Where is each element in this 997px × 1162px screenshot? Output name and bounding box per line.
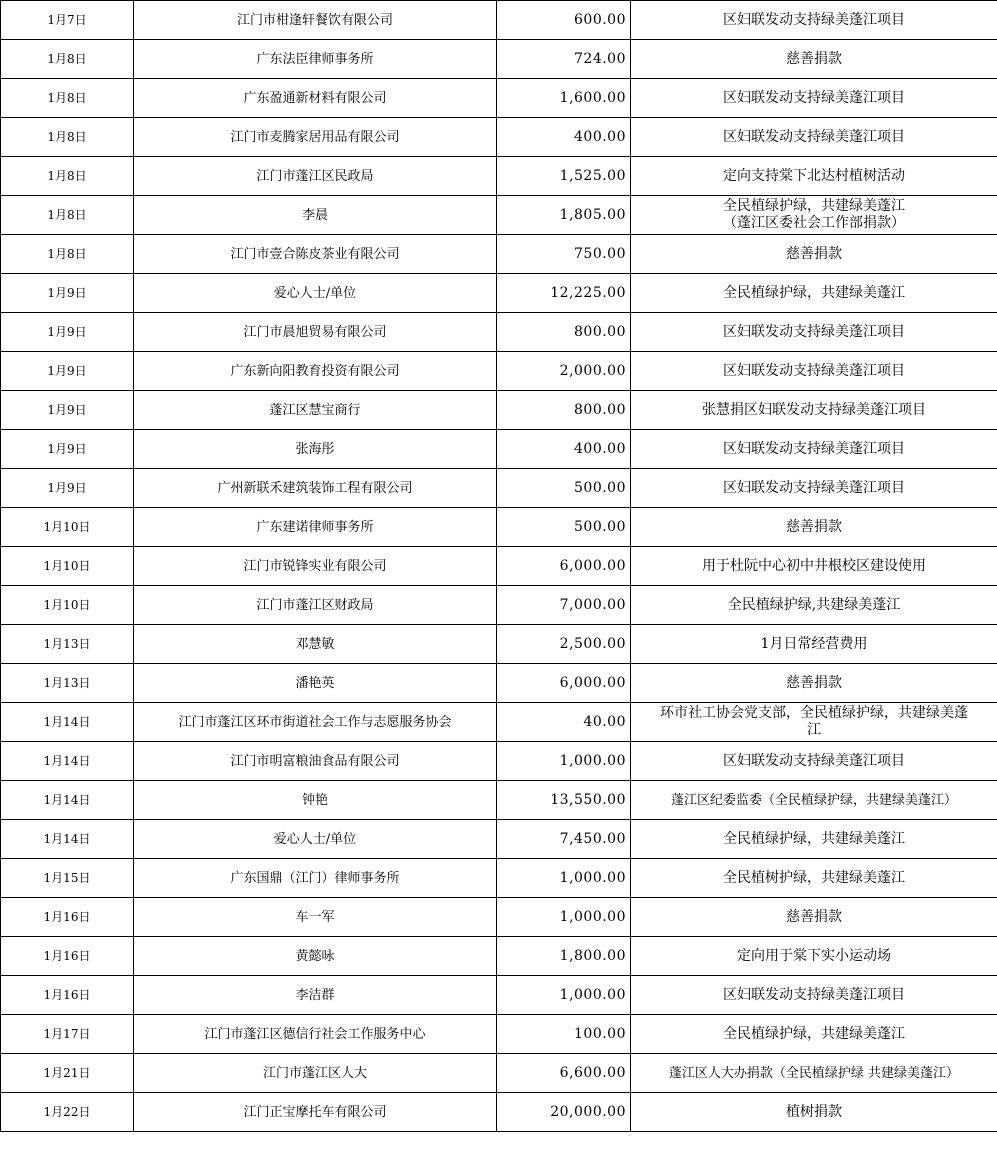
donation-amount-text: 20,000.00	[550, 1103, 626, 1120]
donation-date-text: 1月8日	[47, 207, 87, 222]
table-row	[1, 1015, 997, 1054]
donation-date	[1, 820, 134, 859]
donation-date-text: 1月9日	[47, 402, 87, 417]
donation-date-text: 1月8日	[47, 246, 87, 261]
donation-amount-text: 1,000.00	[559, 986, 626, 1003]
table-row	[1, 430, 997, 469]
donation-amount-text: 2,500.00	[559, 635, 626, 652]
donation-amount	[497, 547, 631, 586]
donation-amount	[497, 586, 631, 625]
donation-date	[1, 196, 134, 235]
donor-name-text: 车一军	[295, 909, 335, 925]
donor-name	[134, 859, 497, 898]
donor-name	[134, 118, 497, 157]
donation-date	[1, 1054, 134, 1093]
table-row	[1, 625, 997, 664]
donation-amount-text: 13,550.00	[550, 791, 626, 808]
donor-name	[134, 1054, 497, 1093]
donation-amount	[497, 1054, 631, 1093]
donation-amount	[497, 859, 631, 898]
table-row	[1, 235, 997, 274]
table-row	[1, 313, 997, 352]
donation-purpose-text: 全民植绿护绿,共建绿美蓬江	[727, 596, 901, 613]
donation-amount-text: 500.00	[574, 518, 626, 535]
donation-amount	[497, 391, 631, 430]
donation-date-text: 1月10日	[43, 597, 91, 612]
donation-amount	[497, 742, 631, 781]
donor-name-text: 江门市晨旭贸易有限公司	[243, 324, 387, 340]
donor-name-text: 江门市蓬江区人大	[262, 1065, 367, 1081]
donation-date-text: 1月13日	[43, 636, 91, 651]
donation-amount	[497, 703, 631, 742]
donor-name	[134, 1093, 497, 1132]
donor-name	[134, 586, 497, 625]
donation-amount-text: 724.00	[574, 50, 626, 67]
donation-amount-text: 800.00	[574, 323, 626, 340]
table-row	[1, 781, 997, 820]
donation-date	[1, 508, 134, 547]
donor-name	[134, 976, 497, 1015]
donation-purpose	[631, 703, 997, 742]
donation-purpose	[631, 859, 997, 898]
donation-date-text: 1月8日	[47, 168, 87, 183]
donor-name-text: 江门市锐锋实业有限公司	[243, 558, 387, 574]
donation-amount-text: 400.00	[574, 128, 626, 145]
donation-purpose	[631, 508, 997, 547]
donor-name-text: 爱心人士/单位	[273, 285, 357, 301]
donor-name-text: 广东法臣律师事务所	[256, 51, 374, 67]
donation-amount-text: 750.00	[574, 245, 626, 262]
donation-purpose-text: 蓬江区人大办捐款（全民植绿护绿 共建绿美蓬江）	[668, 1065, 960, 1081]
donation-purpose-text: 全民植绿护绿，共建绿美蓬江	[723, 198, 905, 214]
donation-purpose	[631, 1015, 997, 1054]
donation-date	[1, 1, 134, 40]
donation-purpose-text: 慈善捐款	[786, 908, 842, 925]
donation-amount	[497, 196, 631, 235]
donor-name	[134, 469, 497, 508]
donation-amount	[497, 976, 631, 1015]
donation-date	[1, 274, 134, 313]
donation-date	[1, 313, 134, 352]
donation-purpose-line2-text: （蓬江区委社会工作部捐款）	[723, 215, 905, 231]
donation-amount	[497, 1093, 631, 1132]
table-row	[1, 40, 997, 79]
donor-name	[134, 898, 497, 937]
donor-name	[134, 664, 497, 703]
donation-purpose-text: 植树捐款	[786, 1103, 842, 1120]
donation-amount-text: 1,805.00	[559, 206, 626, 223]
donor-name	[134, 937, 497, 976]
donor-name-text: 李晨	[301, 207, 328, 223]
donation-table-body	[1, 1, 997, 1132]
donation-amount-text: 1,525.00	[559, 167, 626, 184]
table-row	[1, 976, 997, 1015]
table-row	[1, 820, 997, 859]
donation-amount	[497, 625, 631, 664]
donation-amount	[497, 781, 631, 820]
donation-amount	[497, 274, 631, 313]
donation-amount	[497, 664, 631, 703]
donation-amount	[497, 313, 631, 352]
donation-amount	[497, 79, 631, 118]
donation-purpose-text: 全民植绿护绿，共建绿美蓬江	[723, 830, 905, 847]
donation-date	[1, 664, 134, 703]
donation-date	[1, 703, 134, 742]
donation-amount-text: 1,000.00	[559, 908, 626, 925]
donation-date-text: 1月13日	[43, 675, 91, 690]
donation-date-text: 1月16日	[43, 948, 91, 963]
donation-purpose-text: 区妇联发动支持绿美蓬江项目	[723, 128, 905, 145]
donor-name-text: 广东盈通新材料有限公司	[243, 90, 387, 106]
donor-name	[134, 781, 497, 820]
donation-amount-text: 500.00	[574, 479, 626, 496]
donation-amount-text: 7,450.00	[559, 830, 626, 847]
donation-amount	[497, 235, 631, 274]
donation-date-text: 1月14日	[43, 753, 91, 768]
donation-date-text: 1月16日	[43, 987, 91, 1002]
donor-name-text: 江门市蓬江区环市街道社会工作与志愿服务协会	[178, 714, 452, 730]
donation-purpose	[631, 586, 997, 625]
donation-purpose	[631, 664, 997, 703]
donation-date-text: 1月8日	[47, 129, 87, 144]
table-row	[1, 859, 997, 898]
donation-purpose	[631, 157, 997, 196]
donation-purpose	[631, 274, 997, 313]
table-row	[1, 703, 997, 742]
table-row	[1, 1093, 997, 1132]
donor-name-text: 潘艳英	[295, 675, 335, 691]
donation-purpose	[631, 40, 997, 79]
donation-purpose-text: 定向用于棠下实小运动场	[737, 947, 891, 964]
donation-date-text: 1月9日	[47, 480, 87, 495]
donation-date-text: 1月15日	[43, 870, 91, 885]
donation-date-text: 1月17日	[43, 1026, 91, 1041]
donation-purpose	[631, 391, 997, 430]
donor-name-text: 广东国鼎（江门）律师事务所	[230, 870, 400, 886]
donation-date-text: 1月8日	[47, 90, 87, 105]
table-row	[1, 391, 997, 430]
donation-purpose-text: 慈善捐款	[786, 674, 842, 691]
donation-amount	[497, 430, 631, 469]
donation-date	[1, 859, 134, 898]
donation-amount	[497, 352, 631, 391]
donation-purpose-text: 区妇联发动支持绿美蓬江项目	[723, 986, 905, 1003]
donation-date-text: 1月9日	[47, 324, 87, 339]
table-row	[1, 196, 997, 235]
donation-purpose-text: 区妇联发动支持绿美蓬江项目	[723, 440, 905, 457]
table-row	[1, 586, 997, 625]
donor-name-text: 江门市蓬江区财政局	[256, 597, 374, 613]
donation-date	[1, 1093, 134, 1132]
donation-amount	[497, 1015, 631, 1054]
donation-amount	[497, 40, 631, 79]
donation-purpose-text: 区妇联发动支持绿美蓬江项目	[723, 752, 905, 769]
donation-date	[1, 157, 134, 196]
donation-date	[1, 430, 134, 469]
donor-name	[134, 196, 497, 235]
donation-date	[1, 469, 134, 508]
donation-purpose-text: 慈善捐款	[786, 50, 842, 67]
donation-purpose-text: 区妇联发动支持绿美蓬江项目	[723, 11, 905, 28]
table-row	[1, 742, 997, 781]
table-row	[1, 352, 997, 391]
donation-date	[1, 781, 134, 820]
donation-date-text: 1月9日	[47, 441, 87, 456]
donor-name-text: 爱心人士/单位	[273, 831, 357, 847]
donation-purpose	[631, 898, 997, 937]
donation-date-text: 1月21日	[43, 1065, 91, 1080]
donor-name	[134, 391, 497, 430]
donation-purpose-text: 慈善捐款	[786, 245, 842, 262]
donor-name	[134, 625, 497, 664]
table-row	[1, 1, 997, 40]
table-row	[1, 547, 997, 586]
donor-name	[134, 157, 497, 196]
donation-purpose	[631, 196, 997, 235]
donation-purpose-text: 张慧捐区妇联发动支持绿美蓬江项目	[702, 401, 926, 418]
donation-date-text: 1月14日	[43, 792, 91, 807]
table-row	[1, 157, 997, 196]
donation-amount-text: 7,000.00	[559, 596, 626, 613]
donation-date	[1, 79, 134, 118]
donation-purpose	[631, 547, 997, 586]
donor-name-text: 江门市明富粮油食品有限公司	[230, 753, 400, 769]
donor-name-text: 黄懿咏	[295, 948, 335, 964]
donor-name	[134, 274, 497, 313]
donation-purpose	[631, 430, 997, 469]
donor-name-text: 广州新联禾建筑装饰工程有限公司	[217, 480, 413, 496]
table-row	[1, 937, 997, 976]
donation-amount	[497, 820, 631, 859]
table-row	[1, 274, 997, 313]
donation-purpose-text: 全民植树护绿，共建绿美蓬江	[723, 869, 905, 886]
donation-date-text: 1月7日	[47, 12, 87, 27]
donation-purpose-text: 区妇联发动支持绿美蓬江项目	[723, 479, 905, 496]
donation-amount	[497, 937, 631, 976]
table-row	[1, 469, 997, 508]
donation-purpose	[631, 79, 997, 118]
donation-date-text: 1月8日	[47, 51, 87, 66]
donor-name	[134, 703, 497, 742]
donation-amount-text: 40.00	[583, 713, 626, 730]
donation-amount	[497, 118, 631, 157]
donation-purpose	[631, 313, 997, 352]
donation-amount	[497, 1, 631, 40]
donation-amount-text: 1,600.00	[559, 89, 626, 106]
donation-purpose	[631, 625, 997, 664]
donation-purpose-text: 蓬江区纪委监委（全民植绿护绿，共建绿美蓬江）	[670, 792, 957, 808]
donation-date	[1, 742, 134, 781]
donation-purpose-text: 用于杜阮中心初中井根校区建设使用	[702, 557, 926, 574]
donation-amount-text: 600.00	[574, 11, 626, 28]
donor-name-text: 蓬江区慧宝商行	[269, 402, 361, 418]
donor-name	[134, 1015, 497, 1054]
donation-date-text: 1月10日	[43, 558, 91, 573]
table-row	[1, 118, 997, 157]
donation-amount-text: 1,800.00	[559, 947, 626, 964]
donation-purpose	[631, 1054, 997, 1093]
donation-date-text: 1月9日	[47, 285, 87, 300]
donation-purpose-text: 慈善捐款	[786, 518, 842, 535]
donation-amount	[497, 508, 631, 547]
donor-name-text: 江门市蓬江区民政局	[256, 168, 374, 184]
donation-date	[1, 976, 134, 1015]
donor-name	[134, 79, 497, 118]
donor-name	[134, 742, 497, 781]
donation-amount-text: 2,000.00	[559, 362, 626, 379]
donation-amount-text: 6,600.00	[559, 1064, 626, 1081]
donation-purpose-text: 区妇联发动支持绿美蓬江项目	[723, 89, 905, 106]
donation-date	[1, 937, 134, 976]
donation-purpose	[631, 976, 997, 1015]
table-row	[1, 508, 997, 547]
donation-date	[1, 352, 134, 391]
donation-purpose-text: 环市社工协会党支部，全民植绿护绿，共建绿美蓬	[660, 705, 968, 721]
donation-date	[1, 625, 134, 664]
donor-name-text: 广东建诺律师事务所	[256, 519, 374, 535]
donation-date-text: 1月14日	[43, 831, 91, 846]
donation-purpose	[631, 235, 997, 274]
donation-purpose	[631, 118, 997, 157]
donation-purpose-text: 区妇联发动支持绿美蓬江项目	[723, 362, 905, 379]
donor-name	[134, 313, 497, 352]
donor-name	[134, 820, 497, 859]
donation-amount	[497, 898, 631, 937]
donation-date-text: 1月22日	[43, 1104, 91, 1119]
donation-date	[1, 118, 134, 157]
donation-date	[1, 391, 134, 430]
donation-amount	[497, 469, 631, 508]
donor-name-text: 邓慧敏	[295, 636, 335, 652]
donation-date-text: 1月16日	[43, 909, 91, 924]
donation-amount-text: 100.00	[574, 1025, 626, 1042]
donation-date	[1, 586, 134, 625]
donor-name-text: 江门市柑逢轩餐饮有限公司	[236, 12, 393, 28]
donation-purpose-text: 定向支持棠下北达村植树活动	[723, 167, 905, 184]
donation-purpose	[631, 820, 997, 859]
donation-date	[1, 1015, 134, 1054]
donation-amount	[497, 157, 631, 196]
donation-amount-text: 1,000.00	[559, 869, 626, 886]
donation-amount-text: 6,000.00	[559, 557, 626, 574]
donation-date-text: 1月14日	[43, 714, 91, 729]
donor-name	[134, 352, 497, 391]
donation-purpose	[631, 1, 997, 40]
donation-purpose	[631, 352, 997, 391]
donation-purpose	[631, 1093, 997, 1132]
donation-purpose	[631, 742, 997, 781]
donation-amount-text: 400.00	[574, 440, 626, 457]
donation-purpose-text: 区妇联发动支持绿美蓬江项目	[723, 323, 905, 340]
table-row	[1, 79, 997, 118]
donation-amount-text: 800.00	[574, 401, 626, 418]
donor-name-text: 江门市麦腾家居用品有限公司	[230, 129, 400, 145]
donation-purpose	[631, 937, 997, 976]
donation-date-text: 1月10日	[43, 519, 91, 534]
donor-name	[134, 547, 497, 586]
donation-purpose-text: 全民植绿护绿，共建绿美蓬江	[723, 1025, 905, 1042]
donation-amount-text: 12,225.00	[550, 284, 626, 301]
donation-date	[1, 235, 134, 274]
donor-name	[134, 235, 497, 274]
donation-purpose-text: 1月日常经营费用	[760, 635, 868, 652]
donation-amount-text: 1,000.00	[559, 752, 626, 769]
donation-purpose-line2-text: 江	[807, 722, 821, 738]
donation-date	[1, 547, 134, 586]
donor-name	[134, 1, 497, 40]
table-row	[1, 1054, 997, 1093]
donor-name	[134, 508, 497, 547]
donation-date-text: 1月9日	[47, 363, 87, 378]
donor-name	[134, 40, 497, 79]
table-row	[1, 898, 997, 937]
donor-name-text: 江门正宝摩托车有限公司	[243, 1104, 387, 1120]
table-row	[1, 664, 997, 703]
donor-name-text: 江门市壹合陈皮茶业有限公司	[230, 246, 400, 262]
donor-name	[134, 430, 497, 469]
donor-name-text: 张海彤	[295, 441, 335, 457]
donor-name-text: 广东新向阳教育投资有限公司	[230, 363, 400, 379]
donation-purpose	[631, 781, 997, 820]
donor-name-text: 江门市蓬江区德信行社会工作服务中心	[204, 1026, 426, 1042]
donation-date	[1, 40, 134, 79]
donation-date	[1, 898, 134, 937]
donor-name-text: 李洁群	[295, 987, 335, 1003]
donation-amount-text: 6,000.00	[559, 674, 626, 691]
donor-name-text: 钟艳	[301, 792, 328, 808]
donation-purpose	[631, 469, 997, 508]
donation-purpose-text: 全民植绿护绿，共建绿美蓬江	[723, 284, 905, 301]
